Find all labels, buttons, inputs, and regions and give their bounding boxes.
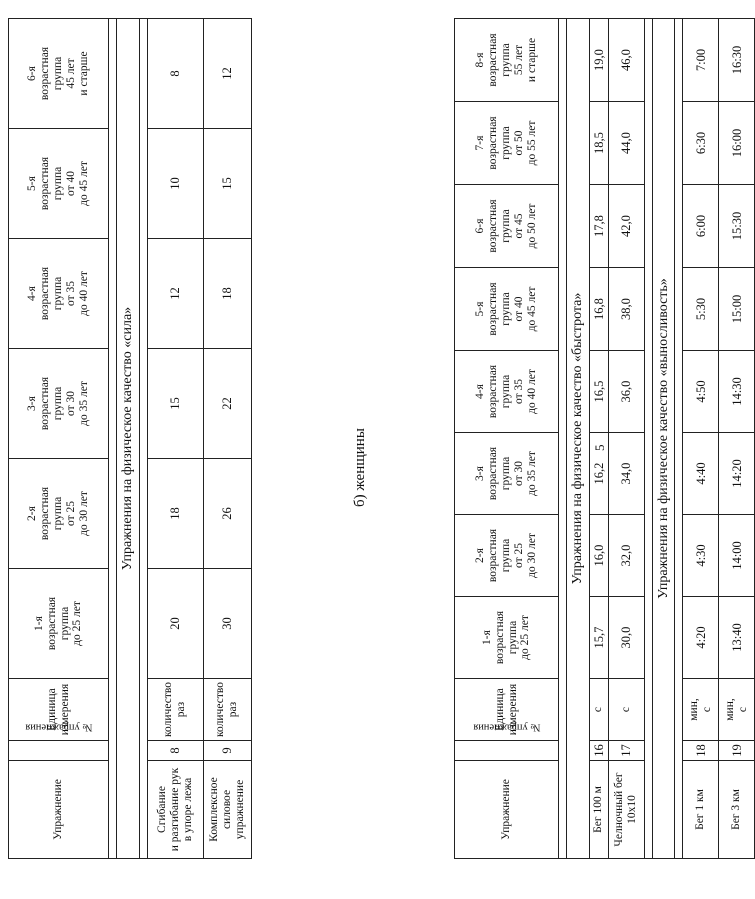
value-cell: 16,8 <box>589 268 608 351</box>
header-group-5: 5-я возрастная группа от 40 до 45 лет <box>455 268 559 351</box>
value-cell: 8 <box>147 19 203 129</box>
value-cell: 14:30 <box>719 351 755 433</box>
value-cell: 16,0 <box>589 515 608 597</box>
value-cell: 15:30 <box>719 185 755 268</box>
header-group-7: 7-я возрастная группа от 50 до 55 лет <box>455 102 559 185</box>
value-cell: 16:30 <box>719 19 755 102</box>
exercise-unit: мин, с <box>683 679 719 741</box>
table-row <box>608 19 644 859</box>
header-unit: Единица измерения <box>9 679 109 741</box>
header-exercise: Упражнение <box>9 761 109 859</box>
value-cell: 6:30 <box>683 102 719 185</box>
women-table-header-row <box>9 19 109 859</box>
header-group-1: 1-я возрастная группа до 25 лет <box>9 569 109 679</box>
header-group-2: 2-я возрастная группа от 25 до 30 лет <box>9 459 109 569</box>
value-cell: 36,0 <box>608 351 644 433</box>
value-cell: 15 <box>147 349 203 459</box>
value-cell: 19,0 <box>589 19 608 102</box>
value-cell: 16,2 <box>589 433 608 515</box>
page-number: 5 <box>592 444 607 451</box>
table-row <box>719 19 755 859</box>
exercise-unit: количество раз <box>147 679 203 741</box>
exercise-number: 18 <box>683 741 719 761</box>
value-cell: 46,0 <box>608 19 644 102</box>
value-cell: 16,5 <box>589 351 608 433</box>
value-cell: 4:30 <box>683 515 719 597</box>
exercise-unit: мин, с <box>719 679 755 741</box>
value-cell: 6:00 <box>683 185 719 268</box>
value-cell: 13:40 <box>719 597 755 679</box>
value-cell: 20 <box>147 569 203 679</box>
value-cell: 16:00 <box>719 102 755 185</box>
value-cell: 7:00 <box>683 19 719 102</box>
exercise-name: Бег 100 м <box>589 761 608 859</box>
header-unit: Единица измерения <box>455 679 559 741</box>
header-group-6: 6-я возрастная группа 45 лет и старше <box>9 19 109 129</box>
header-group-3: 3-я возрастная группа от 30 до 35 лет <box>9 349 109 459</box>
section-speed-title: Упражнения на физическое качество «быстрота» <box>567 19 590 859</box>
header-group-2: 2-я возрастная группа от 25 до 30 лет <box>455 515 559 597</box>
value-cell: 44,0 <box>608 102 644 185</box>
header-exercise-number: № упражнения <box>9 741 109 761</box>
exercise-number: 19 <box>719 741 755 761</box>
value-cell: 17,8 <box>589 185 608 268</box>
value-cell: 32,0 <box>608 515 644 597</box>
header-group-4: 4-я возрастная группа от 35 до 40 лет <box>455 351 559 433</box>
header-group-4: 4-я возрастная группа от 35 до 40 лет <box>9 239 109 349</box>
section-endurance-title: Упражнения на физическое качество «выносливость» <box>652 19 675 859</box>
value-cell: 15:00 <box>719 268 755 351</box>
value-cell: 34,0 <box>608 433 644 515</box>
header-group-6: 6-я возрастная группа от 45 до 50 лет <box>455 185 559 268</box>
value-cell: 4:40 <box>683 433 719 515</box>
exercise-unit: с <box>608 679 644 741</box>
value-cell: 42,0 <box>608 185 644 268</box>
header-group-1: 1-я возрастная группа до 25 лет <box>455 597 559 679</box>
value-cell: 4:20 <box>683 597 719 679</box>
value-cell: 18,5 <box>589 102 608 185</box>
exercise-number: 17 <box>608 741 644 761</box>
exercise-unit: количество раз <box>203 679 251 741</box>
header-group-3: 3-я возрастная группа от 30 до 35 лет <box>455 433 559 515</box>
exercise-unit: с <box>589 679 608 741</box>
men-standards-table <box>454 18 755 859</box>
exercise-name: Челночный бег 10x10 <box>608 761 644 859</box>
exercise-name: Комплексное силовое упражнение <box>203 761 251 859</box>
men-table-header-row <box>455 19 559 859</box>
value-cell: 5:30 <box>683 268 719 351</box>
value-cell: 30,0 <box>608 597 644 679</box>
value-cell: 22 <box>203 349 251 459</box>
value-cell: 18 <box>203 239 251 349</box>
value-cell: 10 <box>147 129 203 239</box>
table-row <box>147 19 203 859</box>
exercise-number: 8 <box>147 741 203 761</box>
table-row <box>589 19 608 859</box>
table-row <box>683 19 719 859</box>
exercise-number: 16 <box>589 741 608 761</box>
header-group-8: 8-я возрастная группа 55 лет и старше <box>455 19 559 102</box>
value-cell: 15,7 <box>589 597 608 679</box>
value-cell: 18 <box>147 459 203 569</box>
value-cell: 26 <box>203 459 251 569</box>
women-standards-table <box>8 18 252 859</box>
value-cell: 4:50 <box>683 351 719 433</box>
value-cell: 30 <box>203 569 251 679</box>
exercise-number: 9 <box>203 741 251 761</box>
value-cell: 38,0 <box>608 268 644 351</box>
value-cell: 12 <box>203 19 251 129</box>
women-subtitle: б) женщины <box>352 428 368 507</box>
value-cell: 14:00 <box>719 515 755 597</box>
value-cell: 14:20 <box>719 433 755 515</box>
section-strength-title: Упражнения на физическое качество «сила» <box>117 19 140 859</box>
header-exercise-number: № упражнения <box>455 741 559 761</box>
exercise-name: Бег 3 км <box>719 761 755 859</box>
exercise-name: Бег 1 км <box>683 761 719 859</box>
exercise-name: Сгибание и разгибание рук в упоре лежа <box>147 761 203 859</box>
table-row <box>203 19 251 859</box>
value-cell: 15 <box>203 129 251 239</box>
header-exercise: Упражнение <box>455 761 559 859</box>
header-group-5: 5-я возрастная группа от 40 до 45 лет <box>9 129 109 239</box>
value-cell: 12 <box>147 239 203 349</box>
